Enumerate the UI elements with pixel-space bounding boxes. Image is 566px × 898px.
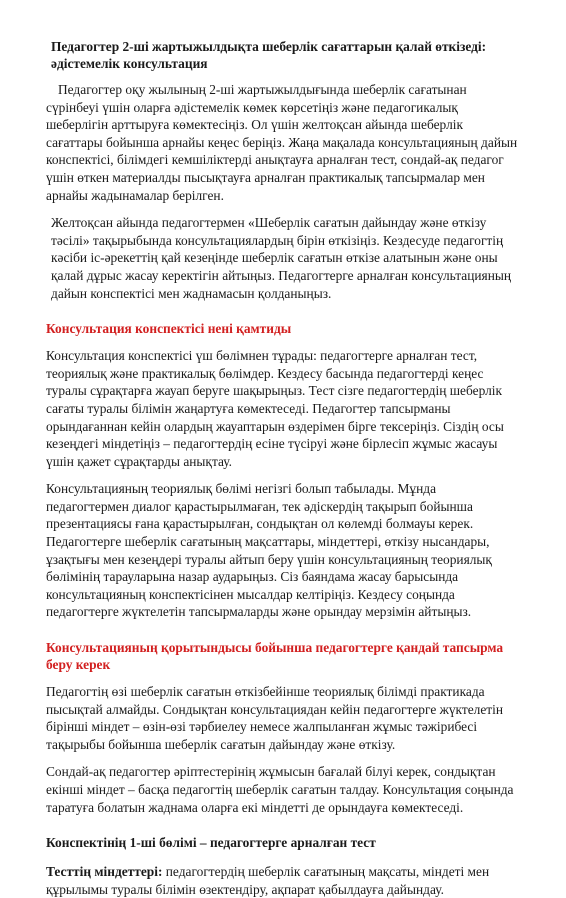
section-1-paragraph-1: Консультация конспектісі үш бөлімнен тұрады: педагогтерге арналған тест, теориялық және практикалық бөлімдер. Кездесу басында педагогтерді кеңес туралы сұрақтарға жауап беруге шақырыңыз. Тест сізге педагогтердің шеберлік сағаты туралы білімін жаңартуға көмектеседі. Педагогтер тапсырманы орындағаннан кейін олардың жауаптарын өздерімен бірге тексеріңіз. Сіздің осы кезеңдегі міндетіңіз – педагогтердің есіне түсіруі және бірлесіп жұмыс жасауы үшін қажет сұрақтарды анықтау.: [46, 348, 504, 469]
test-objectives-paragraph: [46, 863, 520, 898]
section-heading-summary: Консультация конспектісі нені қамтиды: [46, 321, 292, 337]
intro-paragraph-2: Желтоқсан айында педагогтермен «Шеберлік сағатын дайындау және өткізу тәсілі» тақырыбында консультациялардың бірін өткізіңіз. Кездесуде педагогтің кәсіби іс-әрекеттің қай кезеңінде шеберлік сағатын өткізе алатынын және оны қалай дұрыс жасау керектігін айтыңыз. Педагогтерге арналған консультацияның дайын конспектісі мен жаднамасын қолданыңыз.: [51, 215, 512, 301]
page-title: Педагогтер 2-ші жартыжылдықта шеберлік сағаттарын қалай өткізеді: әдістемелік консультация: [51, 39, 487, 71]
section-heading-test: Конспектінің 1-ші бөлімі – педагогтерге арналған тест: [46, 835, 376, 851]
section-2-paragraph-2: Сондай-ақ педагогтер әріптестерінің жұмысын бағалай білуі керек, сондықтан екінші міндет – басқа педагогтің шеберлік сағатын талдау. Консультация соңында таратуға болатын жаднама оларға екі міндетті де орындауға көмектеседі.: [46, 764, 514, 815]
test-objectives-label: Тесттің міндеттері:: [46, 864, 163, 880]
section-1-paragraph-2: Консультацияның теориялық бөлімі негізгі болып табылады. Мұнда педагогтермен диалог қарастырылмаған, тек әдіскердің тақырып бойынша презентациясы ғана қарастырылған, сондықтан ол көлемді болмауы керек. Педагогтерге шеберлік сағатының мақсаттары, міндеттері, өткізу нысандары, ұзақтығы мен кезеңдері туралы айтып беру үшін консультацияның теориялық бөлімінің тарауларына назар аударыңыз. Сіз баяндама жасау барысында консультацияның конспектісінен мысалдар келтіріңіз. Кездесу соңында педагогтерге жүктелетін тапсырмаларды және орындау мерзімін айтыңыз.: [46, 481, 492, 620]
intro-paragraph: Педагогтер оқу жылының 2-ші жартыжылдығында шеберлік сағатынан сүрінбеуі үшін оларға әдістемелік көмек көрсетіңіз және педагогикалық шеберлігін арттыруға көмектесіңіз. Ол үшін желтоқсан айында шеберлік сағаттары бойынша арнайы кеңес беріңіз. Жаңа мақалада консультацияның дайын конспектісі, білімдегі кемшіліктерді анықтауға арналған тест, сондай-ақ педагог үшін өткен материалды пысықтауға арналған практикалық тапсырмалар мен арнайы жадынамалар берілген.: [46, 82, 518, 203]
test-objectives-text: педагогтердің шеберлік сағатының мақсаты, міндеті мен құрылымы туралы білімін өзектендіру, ақпарат қабылдауға дайындау.: [46, 864, 490, 897]
section-2-paragraph-1: Педагогтің өзі шеберлік сағатын өткізбейінше теориялық білімді практикада пысықтай алмайды. Сондықтан консультациядан кейін педагогтерге жүктелетін бірінші міндет – өзін-өзі тәрбиелеу немесе жалпыланған жұмыс тәжірибесі тақырыбы бойынша шеберлік сағатын дайындау және өткізу.: [46, 684, 504, 752]
section-heading-tasks: Консультацияның қорытындысы бойынша педагогтерге қандай тапсырма беру керек: [46, 640, 504, 673]
